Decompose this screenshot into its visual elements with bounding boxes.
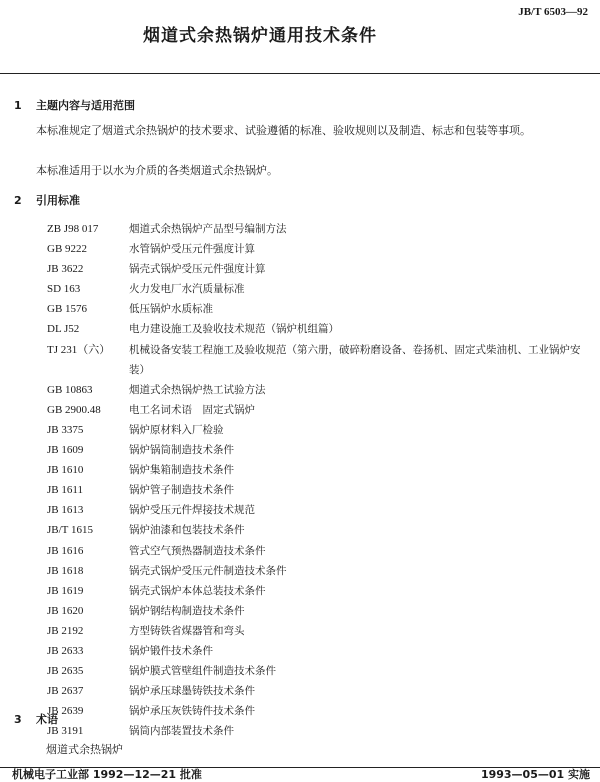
reference-title: 锅壳式锅炉受压元件强度计算 <box>129 263 266 276</box>
reference-row <box>47 420 587 440</box>
reference-row <box>47 601 587 621</box>
reference-title: 锅炉膜式管壁组件制造技术条件 <box>129 665 276 678</box>
reference-row <box>47 541 587 561</box>
reference-title: 烟道式余热锅炉产品型号编制方法 <box>129 223 287 235</box>
reference-row <box>47 621 587 641</box>
section-title: 术语 <box>36 713 58 726</box>
reference-title: 火力发电厂水汽质量标准 <box>129 283 245 296</box>
section-number: 3 <box>14 713 22 726</box>
reference-code: JB 3191 <box>47 725 84 738</box>
reference-row <box>47 239 587 259</box>
reference-code: JB 2633 <box>47 644 84 657</box>
reference-row <box>47 259 587 279</box>
reference-title: 锅壳式锅炉本体总装技术条件 <box>129 584 266 597</box>
reference-title: 锅炉油漆和包装技术条件 <box>129 524 245 537</box>
reference-code: TJ 231（六） <box>47 343 111 356</box>
reference-row <box>47 500 587 520</box>
reference-code: JB 1619 <box>47 584 84 597</box>
reference-row <box>47 520 587 540</box>
reference-code: GB 10863 <box>47 383 93 396</box>
reference-code: JB 2635 <box>47 665 84 678</box>
reference-row <box>47 319 587 339</box>
section-title: 主题内容与适用范围 <box>36 99 135 112</box>
reference-row <box>47 380 587 400</box>
reference-row <box>47 641 587 661</box>
reference-row <box>47 721 587 741</box>
reference-row <box>47 440 587 460</box>
section-2-heading <box>14 192 80 208</box>
reference-code: JB 3375 <box>47 423 84 436</box>
reference-title: 锅壳式锅炉受压元件制造技术条件 <box>129 564 287 577</box>
reference-title: 锅炉锅筒制造技术条件 <box>129 444 234 457</box>
reference-row <box>47 581 587 601</box>
reference-code: GB 1576 <box>47 303 88 316</box>
reference-title: 机械设备安装工程施工及验收规范（第六册，破碎粉磨设备、卷扬机、固定式柴油机、工业锅炉安装） <box>129 343 581 376</box>
section-1-heading <box>14 97 135 113</box>
reference-row <box>47 480 587 500</box>
reference-title: 锅炉钢结构制造技术条件 <box>129 604 245 617</box>
reference-code: ZB J98 017 <box>47 223 99 235</box>
section-number: 2 <box>14 194 22 207</box>
reference-title: 方型铸铁省煤器管和弯头 <box>129 624 245 637</box>
reference-title: 水管锅炉受压元件强度计算 <box>129 243 255 256</box>
reference-title: 锅炉受压元件焊接技术规范 <box>129 504 255 517</box>
reference-code: JB 1611 <box>47 484 83 497</box>
approval-line: 机械电子工业部 1992—12—21 批准 <box>12 768 202 781</box>
reference-title: 管式空气预热器制造技术条件 <box>129 544 266 557</box>
term-definition: 烟道式余热锅炉 <box>46 743 123 756</box>
reference-code: GB 9222 <box>47 243 88 256</box>
reference-code: JB 2637 <box>47 685 84 698</box>
reference-row <box>47 460 587 480</box>
reference-title: 电力建设施工及验收技术规范（锅炉机组篇） <box>129 323 339 336</box>
reference-code: JB/T 1615 <box>47 524 93 537</box>
reference-row <box>47 299 587 319</box>
reference-title: 烟道式余热锅炉热工试验方法 <box>129 383 266 396</box>
standard-number: JB/T 6503—92 <box>518 6 588 18</box>
effective-date: 1993—05—01 实施 <box>480 768 590 781</box>
reference-code: GB 2900.48 <box>47 403 101 416</box>
reference-title: 锅筒内部装置技术条件 <box>129 725 234 738</box>
reference-code: JB 1610 <box>47 464 84 477</box>
section-number: 1 <box>14 99 22 112</box>
section-3-heading <box>14 711 58 727</box>
reference-row <box>47 400 587 420</box>
section-1-paragraph-1: 本标准规定了烟道式余热锅炉的技术要求、试验遵循的标准、验收规则以及制造、标志和包装等事项。 <box>36 124 531 137</box>
section-1-paragraph-2: 本标准适用于以水为介质的各类烟道式余热锅炉。 <box>36 164 278 177</box>
reference-code: JB 3622 <box>47 263 84 276</box>
reference-title: 锅炉集箱制造技术条件 <box>129 464 234 477</box>
reference-title: 锅炉承压球墨铸铁技术条件 <box>129 685 255 698</box>
reference-code: JB 1613 <box>47 504 84 517</box>
reference-row <box>47 681 587 701</box>
reference-row <box>47 219 587 239</box>
reference-code: JB 1609 <box>47 444 84 457</box>
referenced-standards-list <box>47 219 587 741</box>
reference-title: 锅炉原材料入厂检验 <box>129 423 224 436</box>
reference-title: 锅炉锻件技术条件 <box>129 644 213 657</box>
section-title: 引用标准 <box>36 194 80 207</box>
header-rule <box>0 73 600 74</box>
reference-row <box>47 340 587 380</box>
reference-code: JB 2192 <box>47 624 84 637</box>
reference-title: 低压锅炉水质标准 <box>129 303 213 316</box>
reference-row <box>47 279 587 299</box>
document-title: 烟道式余热锅炉通用技术条件 <box>143 26 377 46</box>
reference-row <box>47 661 587 681</box>
reference-row <box>47 561 587 581</box>
reference-code: DL J52 <box>47 323 80 336</box>
reference-title: 电工名词术语 固定式锅炉 <box>129 403 255 416</box>
reference-code: JB 1620 <box>47 604 84 617</box>
reference-title: 锅炉承压灰铁铸件技术条件 <box>129 705 255 718</box>
reference-row <box>47 701 587 721</box>
reference-code: SD 163 <box>47 283 81 296</box>
reference-code: JB 1618 <box>47 564 84 577</box>
reference-code: JB 1616 <box>47 544 84 557</box>
reference-code: JB 2639 <box>47 705 84 718</box>
reference-title: 锅炉管子制造技术条件 <box>129 484 234 497</box>
